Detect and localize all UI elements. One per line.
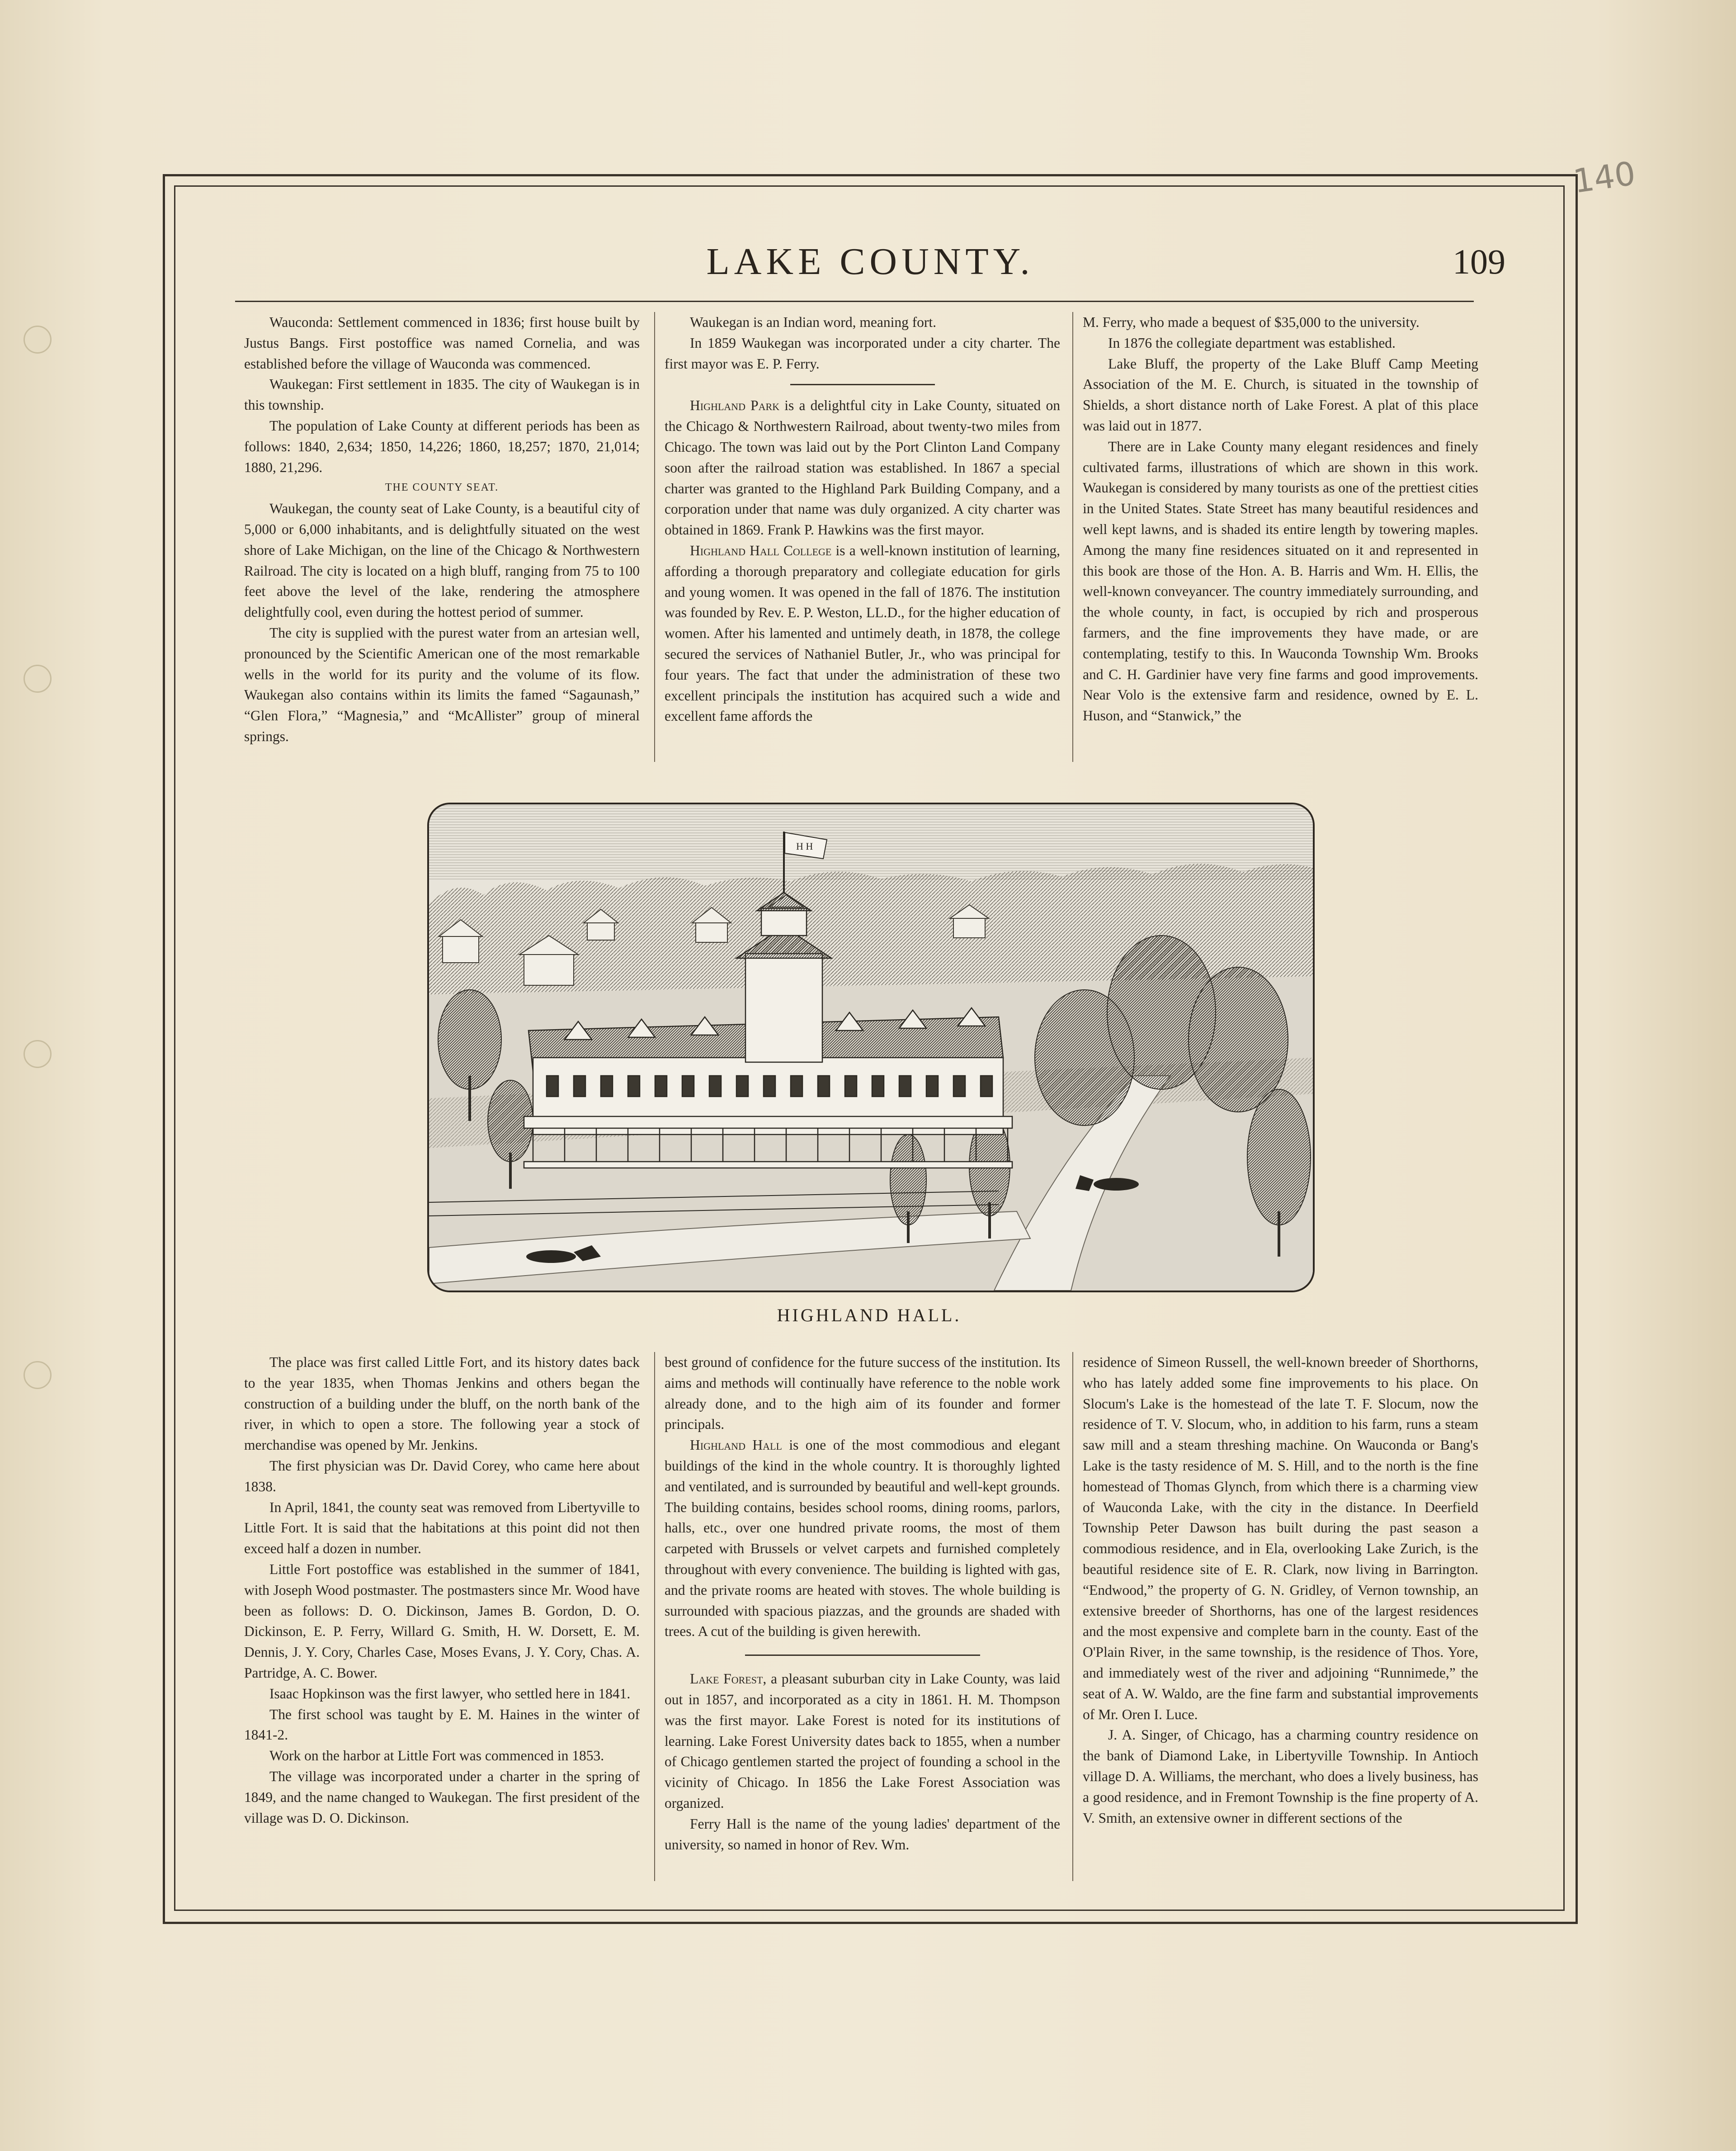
section-rule bbox=[745, 1655, 980, 1656]
column-divider bbox=[654, 1352, 655, 1881]
highland-hall-illustration bbox=[427, 803, 1315, 1292]
top-column-1 bbox=[244, 312, 640, 747]
paragraph bbox=[665, 1435, 1060, 1642]
paragraph: Waukegan, the county seat of Lake County, is a beautiful city of 5,000 or 6,000 inhabitants, and is delightfully situated on the west shore of Lake Michigan, on the line of the Chicago & Northwestern Railroad. The city is located on a high bluff, ranging from 75 to 100 feet above the level of the lake, rendering the atmosphere delightfully cool, even during the hottest period of summer. bbox=[244, 501, 640, 620]
bottom-column-2 bbox=[665, 1352, 1060, 1855]
paragraph: Wauconda: Settlement commenced in 1836; first house built by Justus Bangs. First postoffice was named Cornelia, and was established before the village of Wauconda was commenced. bbox=[244, 314, 640, 372]
binding-hole bbox=[24, 1040, 52, 1068]
paragraph: Little Fort postoffice was established in the summer of 1841, with Joseph Wood postmaster. The postmasters since Mr. Wood have been as follows: D. O. Dickinson, James B. Gordon, D. O. Dickinson, E. P. Ferry, Willard G. Smith, H. W. Dorsett, E. M. Dennis, J. Y. Cory, Charles Case, Moses Evans, J. Y. Cory, Chas. A. Partridge, A. C. Bower. bbox=[244, 1561, 640, 1681]
flag-lettering: H H bbox=[796, 841, 813, 852]
section-heading: THE COUNTY SEAT. bbox=[385, 482, 499, 494]
bottom-column-1 bbox=[244, 1352, 640, 1828]
top-column-3 bbox=[1083, 312, 1478, 726]
illustration-caption: HIGHLAND HALL. bbox=[777, 1305, 962, 1325]
top-column-2 bbox=[665, 312, 1060, 727]
binding-hole bbox=[24, 1361, 52, 1389]
binding-hole bbox=[24, 326, 52, 354]
paragraph-body: is one of the most commodious and elegant buildings of the kind in the whole country. It is thoroughly lighted and ventilated, and is surrounded by beautiful and well-kept grounds. The building contains, besides school rooms, dining rooms, parlors, halls, etc., over one hundred private rooms, the most of them carpeted with Brussels or velvet carpets and furnished completely throughout with every convenience. The building is lighted with gas, and the private rooms are heated with stoves. The whole building is surrounded with spacious piazzas, and the grounds are shaded with trees. A cut of the building is given herewith. bbox=[665, 1437, 1060, 1640]
paragraph: The city is supplied with the purest water from an artesian well, pronounced by the Scientific American one of the most remarkable wells in the world for its purity and the volume of its flow. Waukegan also contains within its limits the famed “Sagaunash,” “Glen Flora,” “Magnesia,” and “McAllister” group of mineral springs. bbox=[244, 624, 640, 744]
paragraph: Isaac Hopkinson was the first lawyer, who settled here in 1841. bbox=[269, 1685, 631, 1702]
header-rule bbox=[235, 301, 1474, 302]
paragraph: best ground of confidence for the future success of the institution. Its aims and methods will continually have reference to the noble work already done, and to the high aim of its founder and former principals. bbox=[665, 1354, 1060, 1432]
page-number: 109 bbox=[1453, 242, 1505, 281]
binding-hole bbox=[24, 665, 52, 693]
paragraph bbox=[665, 395, 1060, 540]
paragraph: Waukegan is an Indian word, meaning fort. bbox=[690, 314, 937, 330]
page-title: LAKE COUNTY. bbox=[706, 241, 1034, 283]
lead-term: Highland Park bbox=[690, 397, 780, 414]
paragraph: Lake Bluff, the property of the Lake Bluff Camp Meeting Association of the M. E. Church, is situated in the township of Shields, a short distance north of Lake Forest. A plat of this place was laid out in 1877. bbox=[1083, 355, 1478, 434]
paragraph: Ferry Hall is the name of the young ladies' department of the university, so named in honor of Rev. Wm. bbox=[665, 1815, 1060, 1853]
paragraph: The first school was taught by E. M. Haines in the winter of 1841-2. bbox=[244, 1706, 640, 1743]
paragraph: Waukegan: First settlement in 1835. The city of Waukegan is in this township. bbox=[244, 376, 640, 413]
paragraph: M. Ferry, who made a bequest of $35,000 to the university. bbox=[1083, 314, 1420, 330]
paragraph bbox=[665, 1669, 1060, 1814]
section-rule bbox=[790, 384, 935, 385]
column-divider bbox=[1072, 1352, 1073, 1881]
paragraph: In 1859 Waukegan was incorporated under a city charter. The first mayor was E. P. Ferry. bbox=[665, 335, 1060, 372]
paragraph-body: is a delightful city in Lake County, situated on the Chicago & Northwestern Railroad, about twenty-two miles from Chicago. The town was laid out by the Port Clinton Land Company soon after the railroad station was established. In 1867 a special charter was granted to the Highland Park Building Company, and a corporation under that name was duly organized. A city charter was obtained in 1869. Frank P. Hawkins was the first mayor. bbox=[665, 397, 1060, 538]
paragraph: In April, 1841, the county seat was removed from Libertyville to Little Fort. It is said that the habitations at this point did not then exceed half a dozen in number. bbox=[244, 1499, 640, 1557]
lead-term: Highland Hall College bbox=[690, 542, 832, 558]
paragraph: residence of Simeon Russell, the well-known breeder of Shorthorns, who has lately added some fine improvements to his place. On Slocum's Lake is the homestead of the late T. F. Slocum, now the residence of T. V. Slocum, who, in addition to his farm, runs a steam saw mill and a steam threshing machine. On Wauconda or Bang's Lake is the tasty residence of M. S. Hill, and to the north is the fine homestead of Thomas Glynch, from which there is a charming view of Wauconda Lake, with the city in the distance. In Deerfield Township Peter Dawson has built during the past season a commodious residence, and in Ela, overlooking Lake Zurich, is the beautiful residence site of E. R. Clark, now living in Barrington. “Endwood,” the property of G. N. Gridley, of Vernon township, an extensive breeder of Shorthorns, has one of the largest residences and the most expensive and complete barn in the county. East of the O'Plain River, in the same township, is the residence of Thos. Yore, and immediately west of the river and adjoining “Runnimede,” the seat of A. W. Waldo, are the fine farm and substantial improvements of Mr. Oren I. Luce. bbox=[1083, 1354, 1478, 1722]
corner-page-mark: 140 bbox=[1571, 154, 1638, 201]
paragraph: The place was first called Little Fort, and its history dates back to the year 1835, when Thomas Jenkins and others began the construction of a building under the bluff, on the north bank of the river, in which to open a store. The following year a stock of merchandise was opened by Mr. Jenkins. bbox=[244, 1354, 640, 1453]
lead-term: Highland Hall bbox=[690, 1437, 782, 1453]
paragraph: J. A. Singer, of Chicago, has a charming country residence on the bank of Diamond Lake, in Libertyville Township. In Antioch village D. A. Williams, the merchant, who does a lively business, has a good residence, and in Fremont Township is the fine property of A. V. Smith, an extensive owner in different sections of the bbox=[1083, 1727, 1478, 1826]
bottom-column-3 bbox=[1083, 1352, 1478, 1828]
paragraph: In 1876 the collegiate department was established. bbox=[1108, 335, 1396, 351]
lead-term: Lake Forest bbox=[690, 1671, 763, 1687]
paragraph-body: is a well-known institution of learning, affording a thorough preparatory and collegiate education for girls and young women. It was opened in the fall of 1876. The institution was founded by Rev. E. P. Weston, LL.D., for the higher education of women. After his lamented and untimely death, in 1878, the college secured the services of Nathaniel Butler, Jr., who was principal for four years. The fact that under the administration of these two excellent principals the institution has acquired such a wide and excellent fame affords the bbox=[665, 542, 1060, 724]
paragraph: There are in Lake County many elegant residences and finely cultivated farms, illustrations of which are shown in this work. Waukegan is considered by many tourists as one of the prettiest cities in the United States. State Street has many beautiful residences and well kept lawns, and is shaded its entire length by towering maples. Among the many fine residences situated on it and represented in this book are those of the Hon. A. B. Harris and Wm. H. Ellis, the well-known conveyancer. The country immediately surrounding, and the whole county, in fact, is occupied by rich and prosperous farmers, and the fine improvements they have made, or are contemplating, testify to this. In Wauconda Township Wm. Brooks and C. H. Gardinier have very fine farms and good improvements. Near Volo is the extensive farm and residence, owned by E. L. Huson, and “Stanwick,” the bbox=[1083, 438, 1478, 724]
paragraph-body: , a pleasant suburban city in Lake County, was laid out in 1857, and incorporated as a city in 1861. H. M. Thompson was the first mayor. Lake Forest is noted for its institutions of learning. Lake Forest University dates back to 1855, when a number of Chicago gentlemen started the project of founding a school in the vicinity of Chicago. In 1856 the Lake Forest Association was organized. bbox=[665, 1671, 1061, 1811]
paragraph: The first physician was Dr. David Corey, who came here about 1838. bbox=[244, 1457, 640, 1494]
paragraph: The village was incorporated under a charter in the spring of 1849, and the name changed to Waukegan. The first president of the village was D. O. Dickinson. bbox=[244, 1768, 640, 1826]
column-divider bbox=[1072, 312, 1073, 762]
column-divider bbox=[654, 312, 655, 762]
page-header bbox=[235, 240, 1505, 294]
paragraph bbox=[665, 540, 1060, 727]
paragraph: The population of Lake County at different periods has been as follows: 1840, 2,634; 1850, 14,226; 1860, 18,257; 1870, 21,014; 1880, 21,296. bbox=[244, 417, 640, 475]
paragraph: Work on the harbor at Little Fort was commenced in 1853. bbox=[269, 1748, 604, 1764]
